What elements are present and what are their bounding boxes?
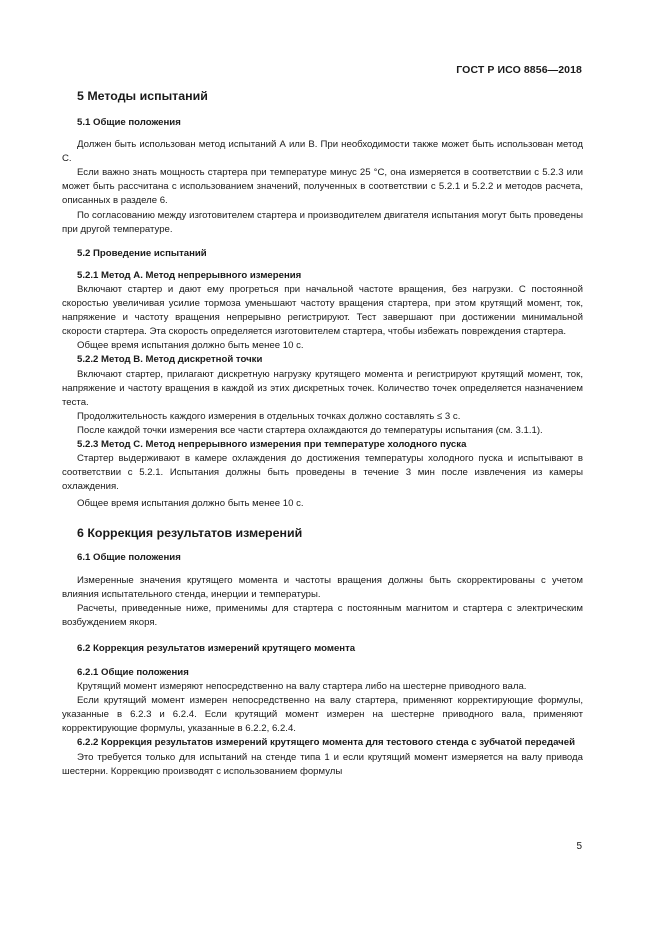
paragraph: Общее время испытания должно быть менее 10 с. bbox=[77, 340, 304, 352]
section-6-2-heading: 6.2 Коррекция результатов измерений крутящего момента bbox=[77, 642, 356, 654]
section-5-2-3-heading: 5.2.3 Метод С. Метод непрерывного измерения при температуре холодного пуска bbox=[77, 438, 467, 450]
paragraph: Включают стартер и дают ему прогреться при начальной частоте вращения, без нагрузки. С постоянной скоростью увеличивая усилие тормоза уменьшают частоту вращения стартера, при этом крутящий момент, ток, напряжение и частоту вращения непрерывно регистрируют. Тест завершают при достижении минимальной скорости стартера. Эта скорость определяется изготовителем стартера, чтобы избежать повреждения стартера. bbox=[62, 283, 583, 338]
section-5-1-heading: 5.1 Общие положения bbox=[77, 117, 181, 128]
paragraph: После каждой точки измерения все части стартера охлаждаются до температуры испытания (см. 3.1.1). bbox=[77, 424, 543, 436]
paragraph: Должен быть использован метод испытаний А или В. При необходимости также может быть использован метод С. bbox=[62, 139, 583, 165]
paragraph: Продолжительность каждого измерения в отдельных точках должно составлять ≤ 3 с. bbox=[77, 410, 461, 422]
section-5-2-heading: 5.2 Проведение испытаний bbox=[77, 247, 207, 259]
paragraph: Включают стартер, прилагают дискретную нагрузку крутящего момента и регистрируют крутящий момент, ток, напряжение и частоту вращения в каждой из этих дискретных точек. Количество точек определяется назначением теста. bbox=[62, 368, 583, 408]
paragraph: Если крутящий момент измерен непосредственно на валу стартера, применяют корректирующие формулы, указанные в 6.2.3 и 6.2.4. Если крутящий момент измерен на шестерне приводного вала, применяют корректирующие формулы, указанные в 6.2.2, 6.2.4. bbox=[62, 695, 583, 735]
paragraph: По согласованию между изготовителем стартера и производителем двигателя испытания могут быть проведены при другой температуре. bbox=[62, 209, 583, 235]
paragraph: Если важно знать мощность стартера при температуре минус 25 °С, она измеряется в соответствии с 5.2.3 или может быть рассчитана с использованием значений, полученных в соответствии с 5.2.1 и 5.2.2 и методов расчета, описанных в разделе 6. bbox=[62, 167, 583, 207]
paragraph: Общее время испытания должно быть менее 10 с. bbox=[77, 498, 304, 510]
section-6-title: 6 Коррекция результатов измерений bbox=[77, 526, 303, 541]
section-5-2-2-heading: 5.2.2 Метод В. Метод дискретной точки bbox=[77, 354, 263, 366]
section-6-2-1-heading: 6.2.1 Общие положения bbox=[77, 667, 189, 678]
paragraph: Это требуется только для испытаний на стенде типа 1 и если крутящий момент измеряется на валу привода шестерни. Коррекцию производят с использованием формулы bbox=[62, 751, 583, 777]
section-5-2-1-heading: 5.2.1 Метод А. Метод непрерывного измерения bbox=[77, 269, 302, 281]
section-6-1-heading: 6.1 Общие положения bbox=[77, 552, 181, 564]
paragraph: Крутящий момент измеряют непосредственно на валу стартера либо на шестерне приводного вала. bbox=[77, 681, 527, 693]
paragraph: Измеренные значения крутящего момента и частоты вращения должны быть скорректированы с учетом влияния испытательного стенда, инерции и температуры. bbox=[62, 574, 583, 600]
paragraph: Стартер выдерживают в камере охлаждения до достижения температуры холодного пуска и испытывают в соответствии с 5.2.1. Испытания должны быть проведены в течение 3 мин после извлечения из камеры охлаждения. bbox=[62, 453, 583, 493]
standard-header: ГОСТ Р ИСО 8856—2018 bbox=[456, 64, 582, 76]
page-content bbox=[62, 88, 583, 779]
page-number: 5 bbox=[576, 841, 582, 852]
section-6-2-2-heading: 6.2.2 Коррекция результатов измерений крутящего момента для тестового стенда с зубчатой передачей bbox=[77, 737, 575, 749]
section-5-title: 5 Методы испытаний bbox=[77, 89, 208, 103]
paragraph: Расчеты, приведенные ниже, применимы для стартера с постоянным магнитом и стартера с электрическим возбуждением якоря. bbox=[62, 602, 583, 628]
